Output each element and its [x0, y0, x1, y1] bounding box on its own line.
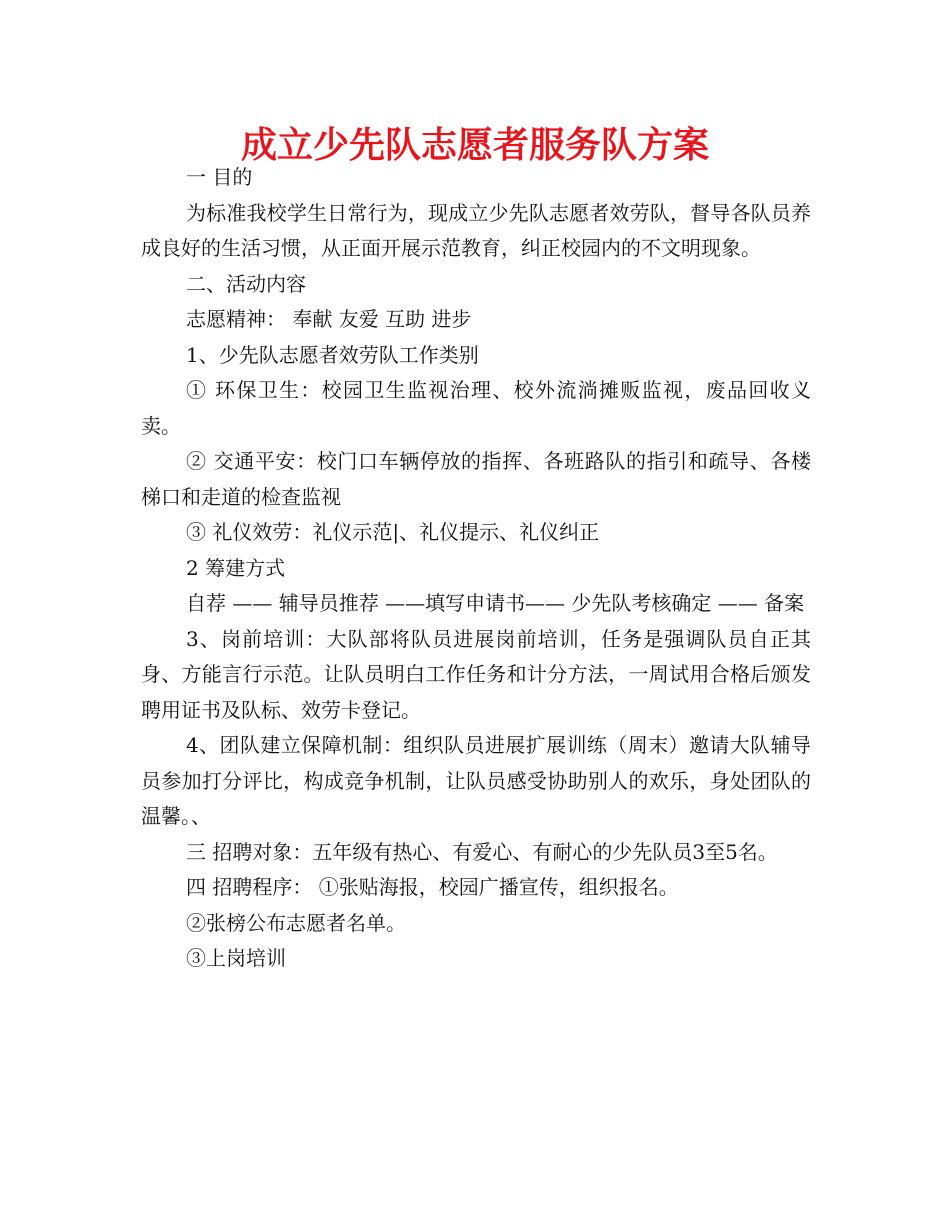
paragraph-category-traffic: ② 交通平安：校门口车辆停放的指挥、各班路队的指引和疏导、各楼梯口和走道的检查监视 [141, 449, 811, 509]
document-body [141, 160, 811, 977]
paragraph-category-environment: ① 环保卫生：校园卫生监视治理、校外流淌摊贩监视，废品回收义卖。 [141, 378, 811, 438]
subheading-formation: 2 筹建方式 [186, 555, 286, 580]
paragraph-team-mechanism: 4、团队建立保障机制：组织队员进展扩展训练（周末）邀请大队辅导员参加打分评比，构成竞争机制，让队员感受协助别人的欢乐，身处团队的温馨。、 [141, 733, 811, 828]
paragraph-recruit-target: 三 招聘对象：五年级有热心、有爱心、有耐心的少先队员3至5名。 [186, 839, 778, 864]
paragraph-spirit: 志愿精神： 奉献 友爱 互助 进步 [186, 307, 472, 331]
paragraph-recruit-procedure: 四 招聘程序： ①张贴海报，校园广播宣传，组织报名。 [186, 875, 679, 899]
subheading-work-categories: 1、少先队志愿者效劳队工作类别 [186, 342, 479, 367]
paragraph-category-etiquette: ③ 礼仪效劳：礼仪示范|、礼仪提示、礼仪纠正 [186, 520, 600, 544]
section-heading-purpose: 一 目的 [186, 165, 253, 189]
paragraph-training: 3、岗前培训：大队部将队员进展岗前培训，任务是强调队员自正其身、方能言行示范。让队员明白工作任务和计分方法，一周试用合格后颁发聘用证书及队标、效劳卡登记。 [141, 626, 811, 722]
section-heading-activity: 二、活动内容 [186, 271, 306, 296]
paragraph-recruit-list: ②张榜公布志愿者名单。 [186, 910, 406, 935]
paragraph-recruit-training: ③上岗培训 [186, 946, 286, 970]
paragraph-purpose: 为标准我校学生日常行为，现成立少先队志愿者效劳队，督导各队员养成良好的生活习惯，从正面开展示范教育，纠正校园内的不文明现象。 [141, 200, 811, 260]
paragraph-formation-steps: 自荐 —— 辅导员推荐 ——填写申请书—— 少先队考核确定 —— 备案 [186, 591, 805, 615]
document-title: 成立少先队志愿者服务队方案 [240, 125, 709, 166]
